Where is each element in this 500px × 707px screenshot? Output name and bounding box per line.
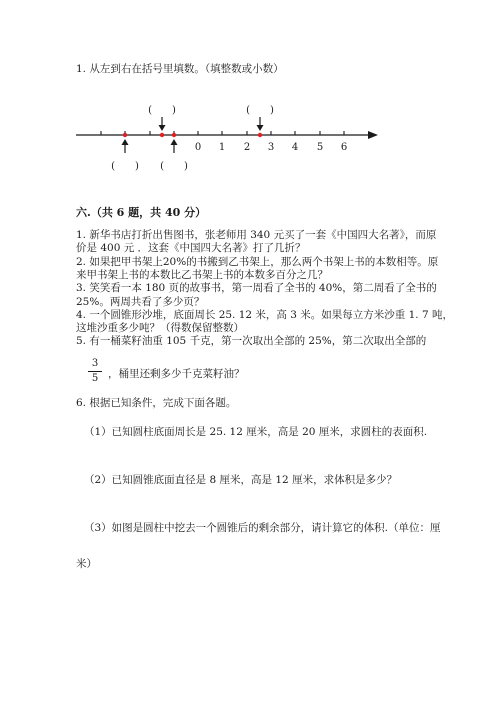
problem-3-line-2: 25%。两周共看了多少页？ [76, 296, 205, 308]
problem-1-line-1: 1. 新华书店打折出售图书，张老师用 340 元买了一套《中国四大名著》，而原 [76, 229, 437, 241]
q1-title: 1. 从左到右在括号里填数。（填整数或小数） [76, 63, 284, 75]
fraction-denominator: 5 [91, 373, 99, 384]
arrow-down-1 [159, 117, 166, 131]
tick-label-0: 0 [194, 142, 202, 153]
problem-1-line-2: 价是 400 元 ．这套《中国四大名著》打了几折？ [76, 242, 306, 254]
problem-5-tail: ，桶里还剩多少千克菜籽油？ [108, 368, 245, 380]
problem-4-line-1: 4. 一个圆锥形沙堆，底面周长 25. 12 米，高 3 米。如果每立方米沙重 1. 7 吨， [76, 309, 453, 321]
answer-blank-top-2[interactable]: ( ) [246, 105, 274, 116]
answer-blank-bottom-1[interactable]: ( ) [111, 161, 139, 172]
fraction-three-fifths [88, 358, 102, 385]
section-title: 六.（共 6 题，共 40 分） [76, 206, 207, 219]
arrow-up-1 [122, 139, 129, 153]
problem-6-sub-3-cont: 米） [76, 558, 97, 570]
problem-6-sub-3: （3）如图是圆柱中挖去一个圆锥后的剩余部分，请计算它的体积.（单位：厘 [84, 522, 441, 534]
problem-6-sub-1: （1）已知圆柱底面周长是 25. 12 厘米，高是 20 厘米，求圆柱的表面积. [84, 426, 428, 438]
arrow-down-2 [257, 117, 264, 131]
problem-5-line-1: 5. 有一桶菜籽油重 105 千克，第一次取出全部的 25%，第二次取出全部的 [76, 335, 427, 347]
problem-2-line-2: 来甲书架上书的本数比乙书架上书的本数多百分之几？ [76, 269, 328, 281]
tick-label-6: 6 [340, 142, 348, 153]
problem-3-line-1: 3. 笑笑看一本 180 页的故事书，第一周看了全书的 40%，第二周看了全书的 [76, 282, 437, 294]
point-marker-4 [258, 133, 262, 137]
problem-6-sub-2: （2）已知圆锥底面直径是 8 厘米，高是 12 厘米，求体积是多少？ [84, 474, 398, 486]
arrow-up-2 [171, 139, 178, 153]
fraction-bar [88, 371, 102, 372]
tick-label-5: 5 [316, 142, 324, 153]
problem-4-line-2: 这堆沙重多少吨？（得数保留整数） [76, 322, 244, 334]
tick-label-1: 1 [218, 142, 226, 153]
tick-label-3: 3 [267, 142, 275, 153]
fraction-numerator: 3 [91, 358, 99, 369]
point-marker-3 [172, 133, 176, 137]
answer-blank-bottom-2[interactable]: ( ) [160, 161, 188, 172]
tick-label-4: 4 [291, 142, 299, 153]
tick-label-2: 2 [243, 142, 251, 153]
problem-6-title: 6. 根据已知条件，完成下面各题。 [76, 397, 237, 409]
point-marker-1 [123, 133, 127, 137]
point-marker-2 [160, 133, 164, 137]
problem-2-line-1: 2. 如果把甲书架上20%的书搬到乙书架上，那么两个书架上书的本数相等。原 [76, 256, 439, 268]
answer-blank-top-1[interactable]: ( ) [148, 105, 176, 116]
